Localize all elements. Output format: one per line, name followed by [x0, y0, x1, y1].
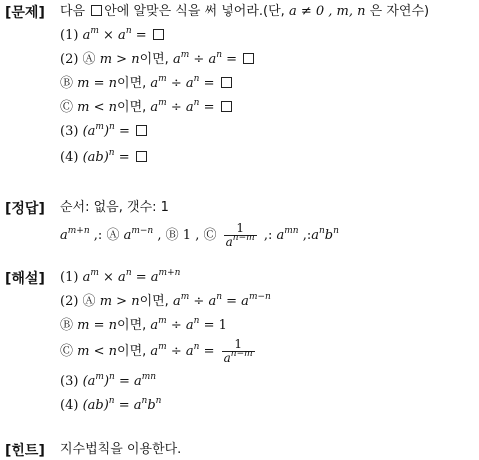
solution-item-4: (4) $(ab)^n = a^nb^n$: [60, 396, 162, 413]
hint-label: [힌트]: [5, 443, 45, 459]
problem-intro: 다음 안에 알맞은 식을 써 넣어라.(단, a ≠ 0 , m, n 은 자연수): [60, 4, 430, 19]
problem-item-2c: Ⓒ m < n이면, $a^m \div a^n$ =: [60, 100, 234, 116]
solution-item-2b: Ⓑ m = n이면, $a^m \div a^n = 1$: [60, 316, 227, 333]
solution-fraction: $\frac{1}{a^{n-m}}$: [223, 337, 253, 365]
problem-item-3: (3) $(a^m)^n$ =: [60, 124, 149, 140]
blank-box-icon: [91, 5, 102, 16]
solution-item-2a: (2) Ⓐ m > n이면, $a^m \div a^n = a^{m-n}$: [60, 292, 271, 309]
answer-label: [정답]: [5, 201, 45, 217]
blank-box-icon: [136, 125, 147, 136]
blank-box-icon: [243, 53, 254, 64]
problem-item-2a: (2) Ⓐ m > n이면, $a^m \div a^n$ =: [60, 52, 256, 68]
answer-meta: 순서: 없음, 갯수: 1: [60, 200, 169, 215]
answer-fraction: $\frac{1}{a^{n-m}}$: [225, 221, 255, 249]
problem-item-4: (4) (ab)$^n$ =: [60, 150, 149, 166]
blank-box-icon: [221, 101, 232, 112]
solution-item-3: (3) $(a^m)^n = a^{mn}$: [60, 372, 157, 389]
answer-line: $a^{m+n}$ ,: Ⓐ $a^{m-n}$ , Ⓑ 1 , Ⓒ $\frac{1}{a^{n-m}}$ ,: $a^{mn}$ $,:a^nb^n$: [60, 221, 339, 249]
solution-label: [해설]: [5, 271, 45, 287]
problem-item-2b: Ⓑ m = n이면, $a^m \div a^n$ =: [60, 76, 234, 92]
hint-text: 지수법칙을 이용한다.: [60, 442, 182, 457]
problem-item-1: (1) $a^m \times a^n$ =: [60, 28, 166, 44]
solution-item-2c: Ⓒ m < n이면, $a^m \div a^n$ = $\frac{1}{a^{n-m}}$: [60, 337, 253, 365]
blank-box-icon: [153, 29, 164, 40]
blank-box-icon: [136, 151, 147, 162]
solution-item-1: (1) $a^m \times a^n = a^{m+n}$: [60, 268, 181, 285]
problem-label: [문제]: [5, 5, 45, 21]
blank-box-icon: [221, 77, 232, 88]
